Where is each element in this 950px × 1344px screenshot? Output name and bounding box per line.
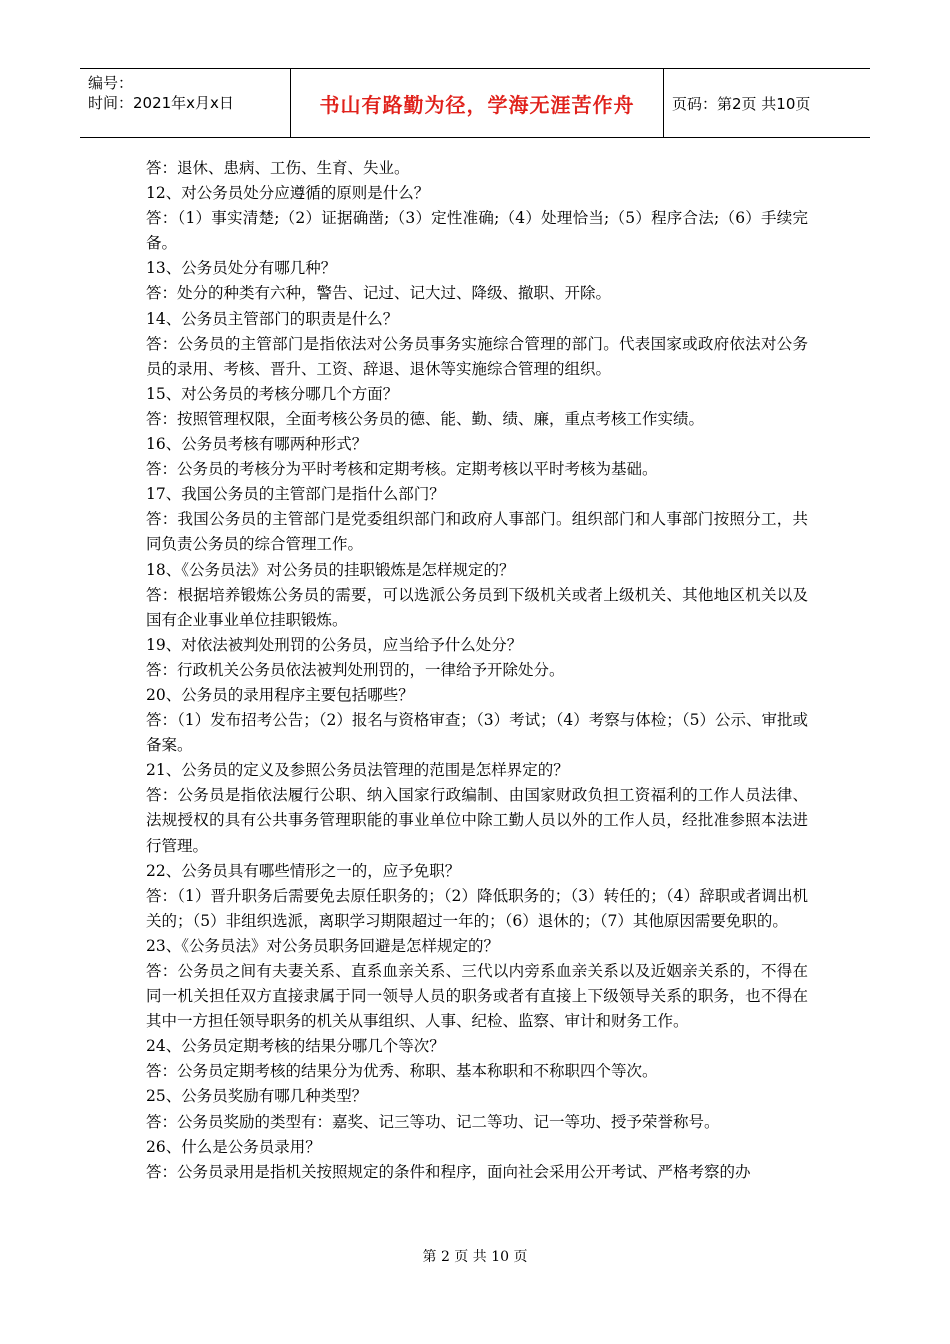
question-paragraph: 15、对公务员的考核分哪几个方面？ [146, 384, 399, 403]
question-paragraph: 13、公务员处分有哪几种？ [146, 259, 337, 278]
answer-paragraph: 答：公务员的主管部门是指依法对公务员事务实施综合管理的部门。代表国家或政府依法对公务员的录用、考核、晋升、工资、辞退、退休等实施综合管理的组织。 [146, 334, 808, 378]
question-paragraph: 24、公务员定期考核的结果分哪几个等次？ [146, 1037, 445, 1056]
document-body [146, 156, 808, 1185]
answer-paragraph: 答：公务员的考核分为平时考核和定期考核。定期考核以平时考核为基础。 [146, 460, 658, 479]
question-paragraph: 23、《公务员法》对公务员职务回避是怎样规定的？ [146, 936, 499, 955]
question-paragraph: 20、公务员的录用程序主要包括哪些？ [146, 685, 414, 704]
document-time-label: 时间：2021年x月x日 [88, 94, 234, 112]
answer-paragraph: 答：按照管理权限，全面考核公务员的德、能、勤、绩、廉，重点考核工作实绩。 [146, 409, 705, 428]
header-meta [80, 69, 291, 137]
answer-paragraph: 答：公务员之间有夫妻关系、直系血亲关系、三代以内旁系血亲关系以及近姻亲关系的，不得在同一机关担任双方直接隶属于同一领导人员的职务或者有直接上下级领导关系的职务，也不得在其中一方担任领导职务的机关从事组织、人事、纪检、监察、审计和财务工作。 [146, 962, 808, 1031]
answer-paragraph: 答：（1）发布招考公告；（2）报名与资格审查；（3）考试；（4）考察与体检；（5）公示、审批或备案。 [146, 711, 808, 755]
question-paragraph: 17、我国公务员的主管部门是指什么部门？ [146, 485, 445, 504]
question-paragraph: 25、公务员奖励有哪几种类型？ [146, 1087, 368, 1106]
question-paragraph: 18、《公务员法》对公务员的挂职锻炼是怎样规定的？ [146, 560, 515, 579]
answer-paragraph: 答：公务员奖励的类型有：嘉奖、记三等功、记二等功、记一等功、授予荣誉称号。 [146, 1112, 720, 1131]
answer-paragraph: 答：我国公务员的主管部门是党委组织部门和政府人事部门。组织部门和人事部门按照分工，共同负责公务员的综合管理工作。 [146, 510, 808, 554]
page-header [80, 68, 870, 138]
question-paragraph: 26、什么是公务员录用？ [146, 1137, 321, 1156]
answer-paragraph: 答：公务员定期考核的结果分为优秀、称职、基本称职和不称职四个等次。 [146, 1062, 658, 1081]
header-slogan: 书山有路勤为径，学海无涯苦作舟 [291, 69, 664, 137]
question-paragraph: 12、对公务员处分应遵循的原则是什么？ [146, 184, 430, 203]
question-paragraph: 16、公务员考核有哪两种形式？ [146, 435, 368, 454]
page-footer: 第 2 页 共 10 页 [422, 1249, 528, 1265]
answer-paragraph: 答：（1）晋升职务后需要免去原任职务的；（2）降低职务的；（3）转任的；（4）辞职或者调出机关的；（5）非组织选派，离职学习期限超过一年的；（6）退休的；（7）其他原因需要免职的。 [146, 886, 808, 930]
answer-paragraph: 答：处分的种类有六种，警告、记过、记大过、降级、撤职、开除。 [146, 284, 612, 303]
header-page-info: 页码：第2页 共10页 [672, 94, 811, 113]
question-paragraph: 22、公务员具有哪些情形之一的，应予免职？ [146, 861, 461, 880]
question-paragraph: 14、公务员主管部门的职责是什么？ [146, 309, 399, 328]
answer-paragraph: 答：公务员是指依法履行公职、纳入国家行政编制、由国家财政负担工资福利的工作人员法律、法规授权的具有公共事务管理职能的事业单位中除工勤人员以外的工作人员，经批准参照本法进行管理。 [146, 786, 808, 855]
answer-paragraph: 答：行政机关公务员依法被判处刑罚的，一律给予开除处分。 [146, 660, 565, 679]
answer-paragraph: 答：公务员录用是指机关按照规定的条件和程序，面向社会采用公开考试、严格考察的办 [146, 1162, 751, 1181]
answer-paragraph: 答：退休、患病、工伤、生育、失业。 [146, 159, 410, 177]
answer-paragraph: 答：（1）事实清楚;（2）证据确凿;（3）定性准确;（4）处理恰当;（5）程序合法;（6）手续完备。 [146, 209, 808, 253]
question-paragraph: 21、公务员的定义及参照公务员法管理的范围是怎样界定的？ [146, 761, 569, 780]
document-number-label: 编号： [88, 74, 134, 92]
answer-paragraph: 答：根据培养锻炼公务员的需要，可以选派公务员到下级机关或者上级机关、其他地区机关以及国有企业事业单位挂职锻炼。 [146, 585, 808, 629]
question-paragraph: 19、对依法被判处刑罚的公务员，应当给予什么处分？ [146, 635, 523, 654]
